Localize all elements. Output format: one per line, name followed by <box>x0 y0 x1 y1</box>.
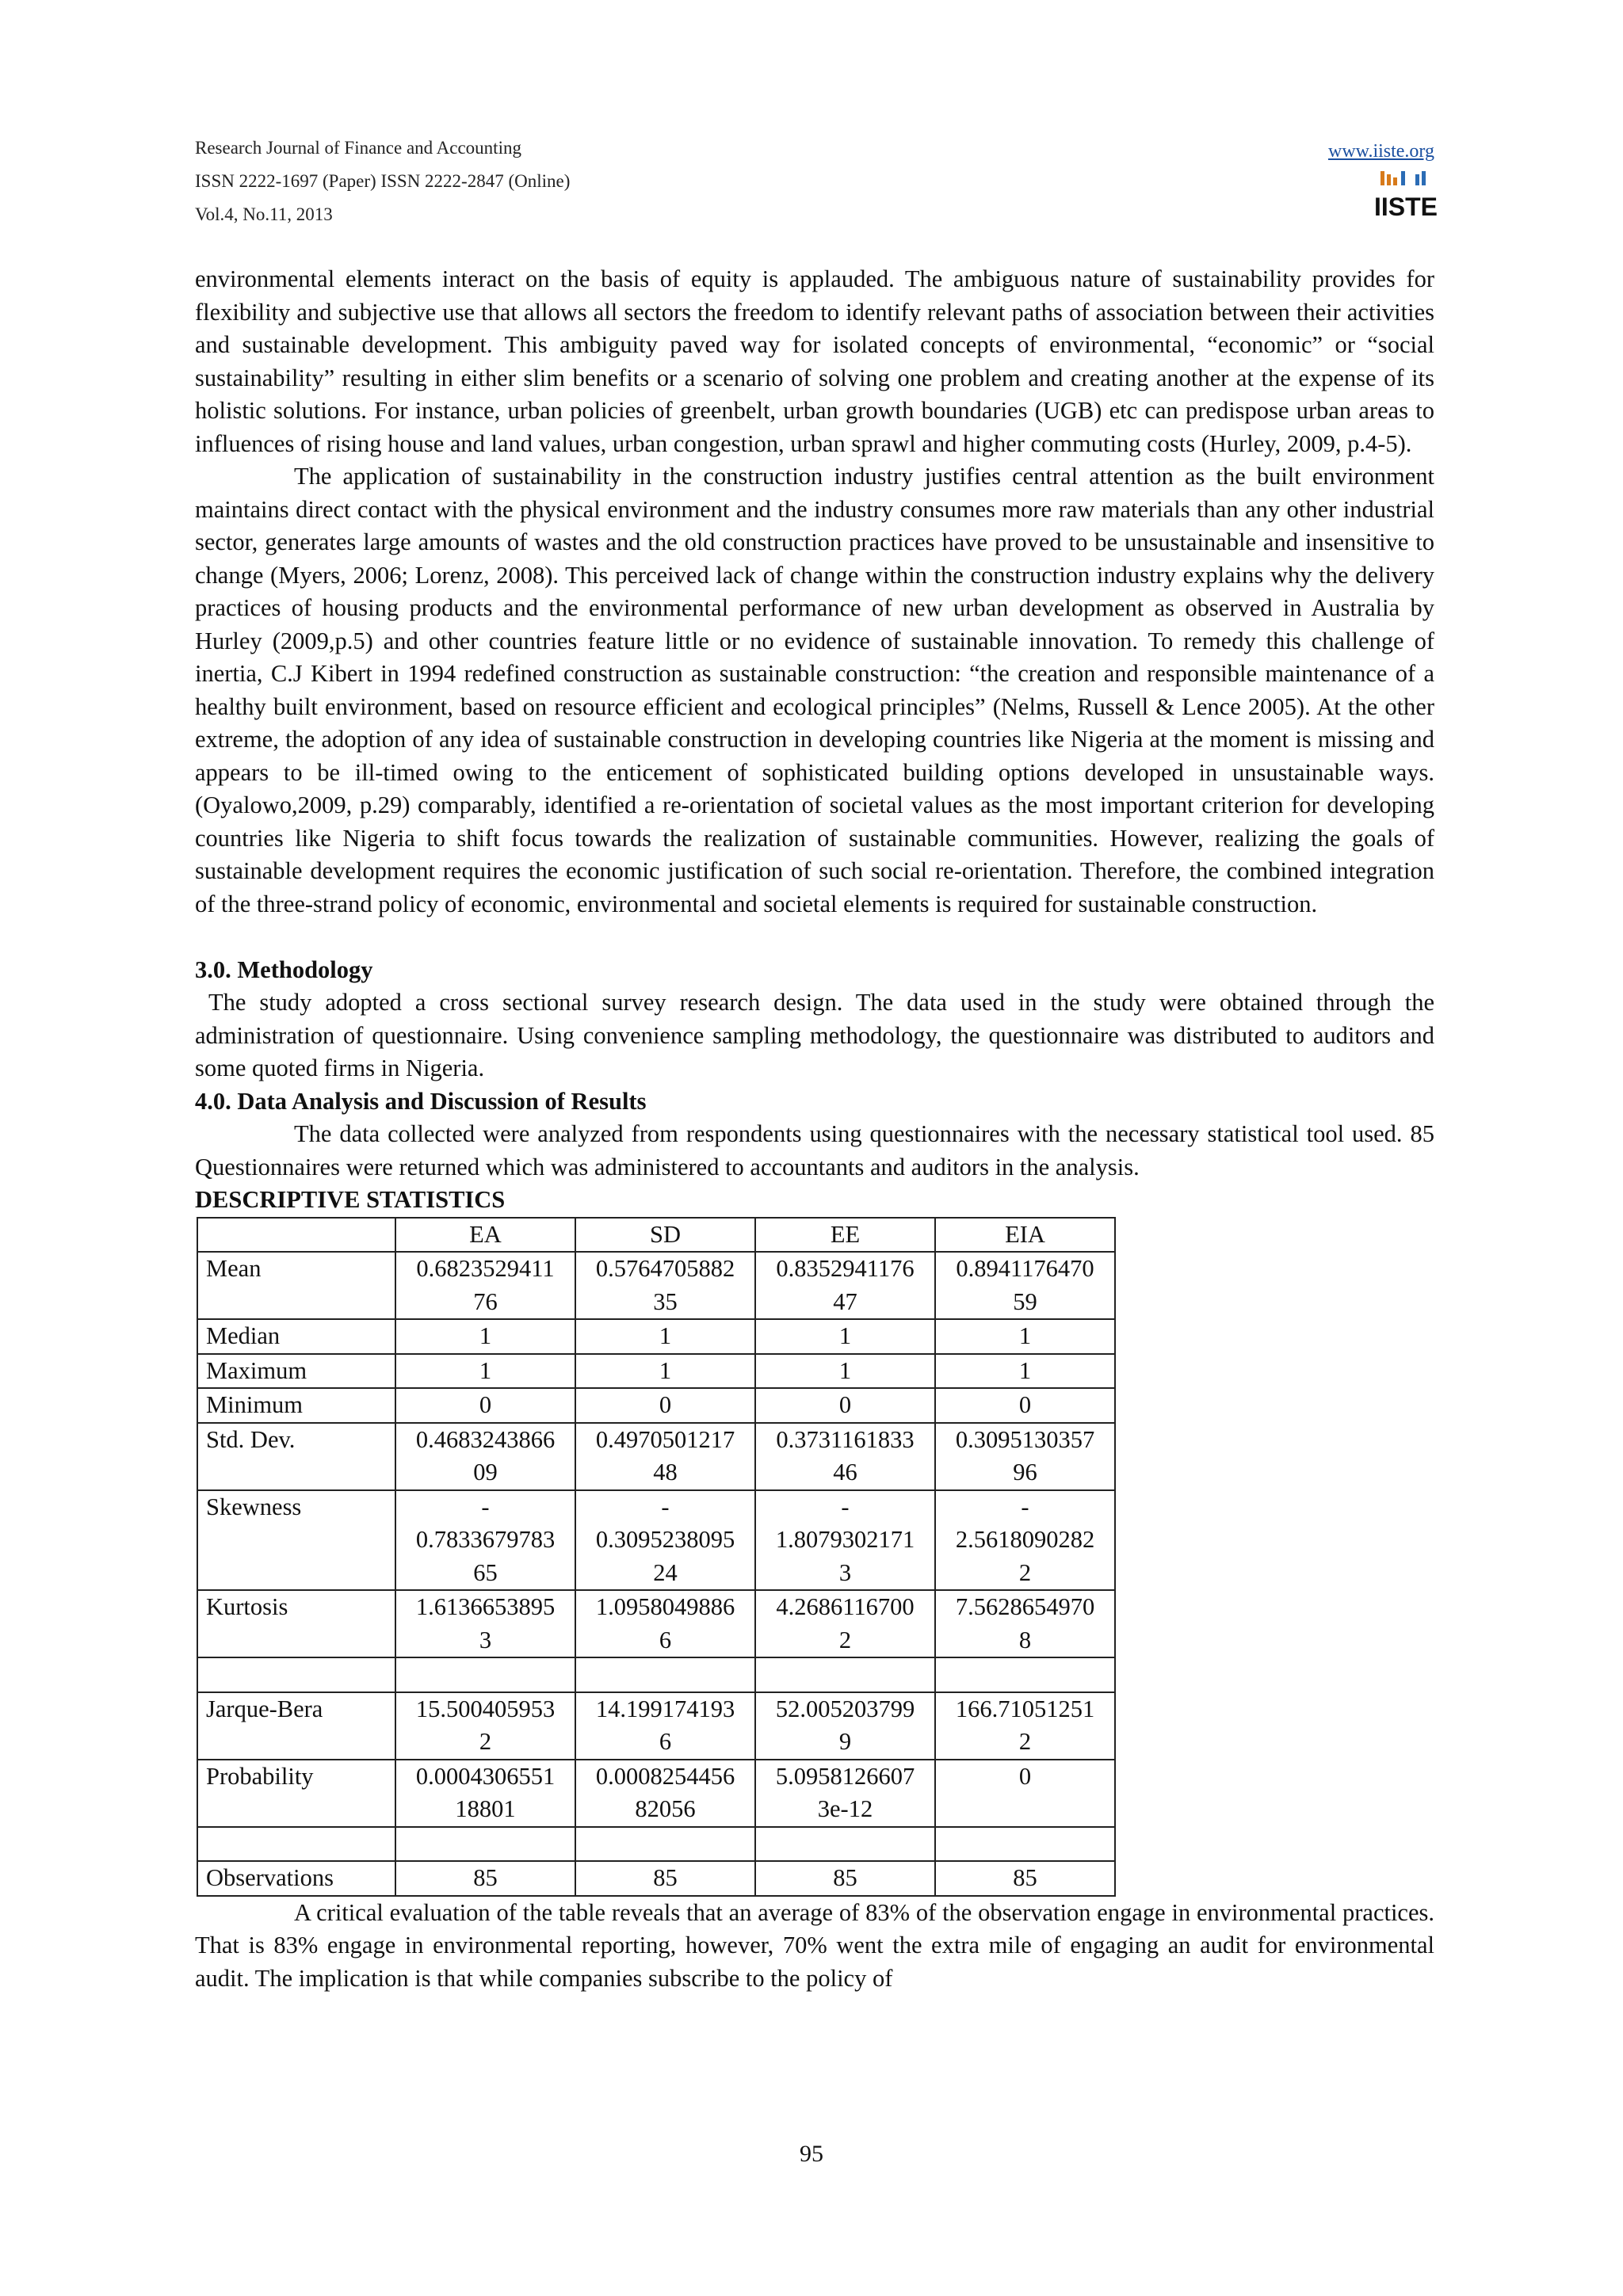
table-cell: 52.005203799 9 <box>755 1692 935 1760</box>
table-row <box>197 1827 1115 1862</box>
table-row <box>197 1692 1115 1760</box>
logo-text: IISTE <box>1373 193 1438 221</box>
analysis-paragraph: The data collected were analyzed from respondents using questionnaires with the necessary statistical tool used. 85 Questionnaires were returned which was administered to accountants and auditors in the analysis. <box>195 1120 1434 1180</box>
table-title: DESCRIPTIVE STATISTICS <box>195 1186 506 1213</box>
table-cell: 7.5628654970 8 <box>935 1590 1115 1657</box>
table-cell: 85 <box>575 1861 755 1896</box>
table-row <box>197 1319 1115 1354</box>
methodology-paragraph: The study adopted a cross sectional survey research design. The data used in the study were obtained through the administration of questionnaire. Using convenience sampling methodology, the questionnaire was distributed to auditors and some quoted firms in Nigeria. <box>195 989 1441 1081</box>
article-body <box>195 263 1441 1995</box>
paragraph-2: The application of sustainability in the construction industry justifies central attention as the built environment maintains direct contact with the physical environment and the industry consumes more raw materials than any other industrial sector, generates large amounts of wastes and the old construction practices have proved to be unsustainable and insensitive to change (Myers, 2006; Lorenz, 2008). This perceived lack of change within the construction industry explains why the delivery practices of housing products and the environmental performance of new urban development as observed in Australia by Hurley (2009,p.5) and other countries feature little or no evidence of sustainable innovation. To remedy this challenge of inertia, C.J Kibert in 1994 redefined construction as sustainable construction: “the creation and responsible maintenance of a healthy built environment, based on resource efficient and ecological principles” (Nelms, Russell & Lence 2005). At the other extreme, the adoption of any idea of sustainable construction in developing countries like Nigeria at the moment is missing and appears to be ill-timed owing to the enticement of sophisticated building options developed in unsustainable ways. (Oyalowo,2009, p.29) comparably, identified a re-orientation of societal values as the most important criterion for developing countries like Nigeria to shift focus towards the realization of sustainable communities. However, realizing the goals of sustainable development requires the economic justification of such social re-orientation. Therefore, the combined integration of the three-strand policy of economic, environmental and societal elements is required for sustainable construction. <box>195 463 1434 917</box>
table-cell: - 1.8079302171 3 <box>755 1490 935 1591</box>
table-cell: 5.0958126607 3e-12 <box>755 1760 935 1827</box>
table-cell: 85 <box>755 1861 935 1896</box>
table-cell: 0.0008254456 82056 <box>575 1760 755 1827</box>
table-cell: 0.3731161833 46 <box>755 1423 935 1490</box>
table-row-label: Minimum <box>197 1388 395 1423</box>
table-row <box>197 1252 1115 1319</box>
table-cell: - 0.7833679783 65 <box>395 1490 575 1591</box>
table-cell <box>935 1657 1115 1692</box>
table-row-label <box>197 1827 395 1862</box>
table-header-cell: EE <box>755 1218 935 1253</box>
table-row-label <box>197 1657 395 1692</box>
table-cell: 0.0004306551 18801 <box>395 1760 575 1827</box>
issn-line: ISSN 2222-1697 (Paper) ISSN 2222-2847 (Online) <box>195 171 571 191</box>
table-cell: 85 <box>395 1861 575 1896</box>
table-row <box>197 1760 1115 1827</box>
table-cell: 1 <box>755 1354 935 1389</box>
table-row <box>197 1423 1115 1490</box>
table-cell: 1 <box>575 1354 755 1389</box>
table-cell: 1 <box>935 1354 1115 1389</box>
table-row-label: Skewness <box>197 1490 395 1591</box>
paragraph-1: environmental elements interact on the basis of equity is applauded. The ambiguous nature of sustainability provides for flexibility and subjective use that allows all sectors the freedom to identify relevant paths of association between their activities and sustainable development. This ambiguity paved way for isolated concepts of environmental, “economic” or “social sustainability” resulting in either slim benefits or a scenario of solving one problem and creating another at the expense of its holistic solutions. For instance, urban policies of greenbelt, urban growth boundaries (UGB) etc can predispose urban areas to influences of rising house and land values, urban congestion, urban sprawl and higher commuting costs (Hurley, 2009, p.4-5). <box>195 265 1434 457</box>
table-cell: 1 <box>575 1319 755 1354</box>
table-header-cell: EIA <box>935 1218 1115 1253</box>
evaluation-paragraph: A critical evaluation of the table reveals that an average of 83% of the observation engage in environmental practices. That is 83% engage in environmental reporting, however, 70% went the extra mile of engaging an audit for environmental audit. The implication is that while companies subscribe to the policy of <box>195 1898 1434 1992</box>
table-row <box>197 1354 1115 1389</box>
table-cell: 0.4683243866 09 <box>395 1423 575 1490</box>
table-cell <box>575 1657 755 1692</box>
table-cell <box>395 1827 575 1862</box>
table-header-cell: EA <box>395 1218 575 1253</box>
table-row <box>197 1861 1115 1896</box>
table-cell: 1 <box>755 1319 935 1354</box>
table-cell: 1 <box>935 1319 1115 1354</box>
table-row-label: Probability <box>197 1760 395 1827</box>
table-cell: 0.8352941176 47 <box>755 1252 935 1319</box>
page-number: 95 <box>800 2141 823 2167</box>
table-cell: 0.5764705882 35 <box>575 1252 755 1319</box>
table-row-label: Kurtosis <box>197 1590 395 1657</box>
table-cell <box>755 1657 935 1692</box>
table-header-row <box>197 1218 1115 1253</box>
table-cell: 0.4970501217 48 <box>575 1423 755 1490</box>
table-cell: 0 <box>575 1388 755 1423</box>
table-row <box>197 1590 1115 1657</box>
journal-title: Research Journal of Finance and Accounting <box>195 138 521 158</box>
table-cell <box>575 1827 755 1862</box>
table-cell: - 0.3095238095 24 <box>575 1490 755 1591</box>
table-cell <box>395 1657 575 1692</box>
descriptive-statistics-table <box>197 1217 1116 1897</box>
table-cell: 0 <box>395 1388 575 1423</box>
table-cell <box>755 1827 935 1862</box>
iiste-logo <box>1373 171 1438 222</box>
table-cell: 0 <box>755 1388 935 1423</box>
volume-line: Vol.4, No.11, 2013 <box>195 204 333 224</box>
table-cell: 0.8941176470 59 <box>935 1252 1115 1319</box>
table-row-label: Jarque-Bera <box>197 1692 395 1760</box>
journal-url-link[interactable]: www.iiste.org <box>1328 141 1434 162</box>
table-cell: 0 <box>935 1760 1115 1827</box>
table-cell: 1 <box>395 1319 575 1354</box>
table-header-cell: SD <box>575 1218 755 1253</box>
table-row <box>197 1657 1115 1692</box>
methodology-heading: 3.0. Methodology <box>195 955 373 983</box>
table-cell: - 2.5618090282 2 <box>935 1490 1115 1591</box>
table-row <box>197 1490 1115 1591</box>
table-row-label: Median <box>197 1319 395 1354</box>
table-cell: 1.6136653895 3 <box>395 1590 575 1657</box>
table-cell: 15.500405953 2 <box>395 1692 575 1760</box>
table-cell: 4.2686116700 2 <box>755 1590 935 1657</box>
table-row <box>197 1388 1115 1423</box>
table-cell: 0.3095130357 96 <box>935 1423 1115 1490</box>
table-row-label: Mean <box>197 1252 395 1319</box>
table-cell: 1 <box>395 1354 575 1389</box>
table-cell: 0.6823529411 76 <box>395 1252 575 1319</box>
page-header <box>195 133 1438 236</box>
table-row-label: Std. Dev. <box>197 1423 395 1490</box>
analysis-heading: 4.0. Data Analysis and Discussion of Results <box>195 1087 647 1115</box>
table-cell: 0 <box>935 1388 1115 1423</box>
table-cell: 14.199174193 6 <box>575 1692 755 1760</box>
table-header-cell <box>197 1218 395 1253</box>
table-cell <box>935 1827 1115 1862</box>
table-row-label: Observations <box>197 1861 395 1896</box>
table-row-label: Maximum <box>197 1354 395 1389</box>
table-cell: 1.0958049886 6 <box>575 1590 755 1657</box>
table-cell: 166.71051251 2 <box>935 1692 1115 1760</box>
table-cell: 85 <box>935 1861 1115 1896</box>
